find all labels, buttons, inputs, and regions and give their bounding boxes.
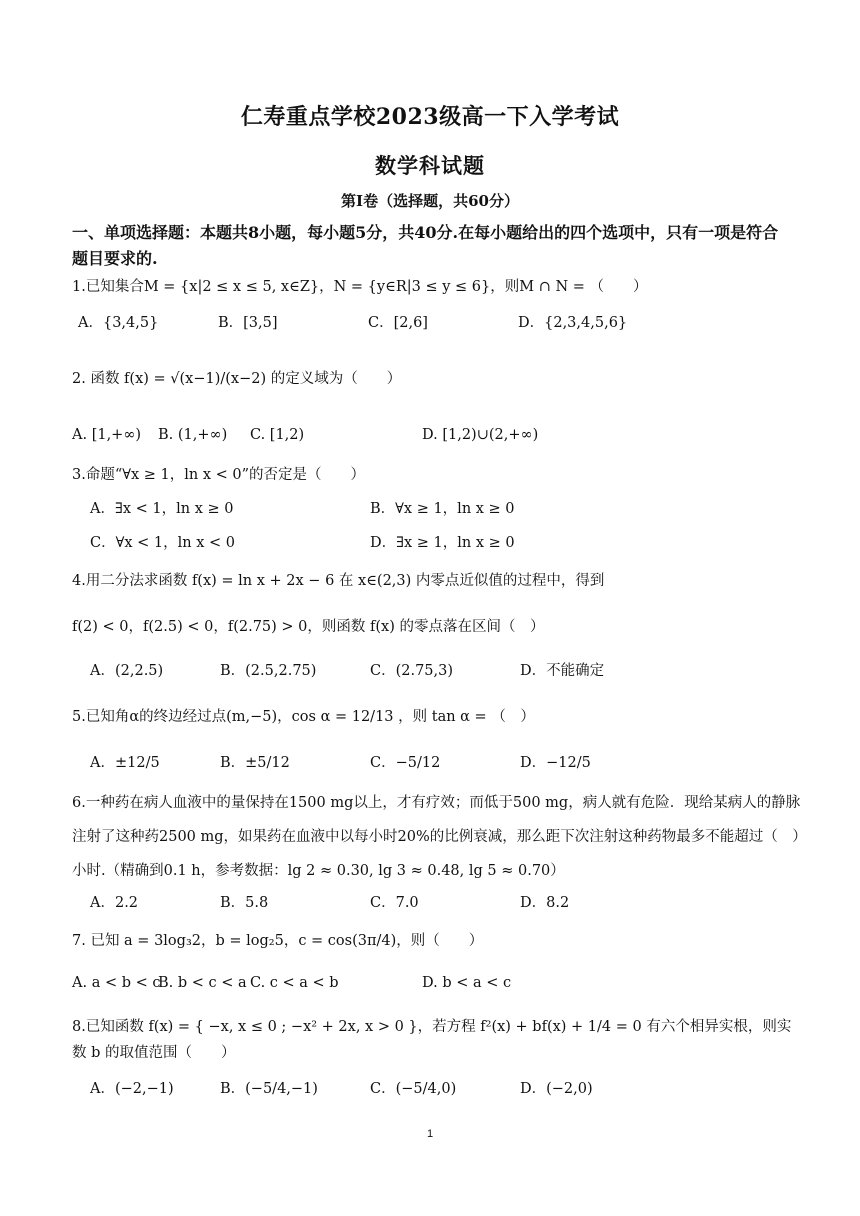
question-8-option-c: C．(−5/4,0) bbox=[370, 1081, 457, 1097]
question-8-option-a: A．(−2,−1) bbox=[90, 1081, 174, 1097]
exam-title: 仁寿重点学校2023级高一下入学考试 bbox=[240, 104, 620, 130]
question-1-option-b: B．[3,5] bbox=[218, 315, 278, 331]
question-2-option-d: D. [1,2)∪(2,+∞) bbox=[422, 427, 539, 443]
question-2-option-b: B. (1,+∞) bbox=[158, 427, 228, 443]
question-1-option-a: A．{3,4,5} bbox=[78, 315, 159, 331]
question-6-stem: 6.一种药在病人血液中的量保持在1500 mg以上，才有疗效；而低于500 mg，病人就有危险．现给某病人的静脉注射了这种药2500 mg，如果药在血液中以每小时20%的比例衰减，那么距下次注射这种药物最多不能超过（ ）小时.（精确到0.1 h，参考数据：lg 2 ≈ 0.30, lg 3 ≈ 0.48, lg 5 ≈ 0.70） bbox=[72, 795, 801, 879]
question-8-option-d: D．(−2,0) bbox=[520, 1081, 593, 1097]
question-8-option-b: B．(−5/4,−1) bbox=[220, 1081, 318, 1097]
question-5-option-c: C．−5/12 bbox=[370, 755, 441, 771]
question-3-stem: 3.命题“∀x ≥ 1，ln x < 0”的否定是（ ） bbox=[72, 467, 366, 483]
question-3-option-b: B．∀x ≥ 1，ln x ≥ 0 bbox=[370, 501, 515, 517]
question-7-option-c: C. c < a < b bbox=[250, 975, 339, 991]
question-3-option-d: D．∃x ≥ 1，ln x ≥ 0 bbox=[370, 535, 515, 551]
page-number: 1 bbox=[426, 1128, 434, 1140]
question-4-option-a: A．(2,2.5) bbox=[90, 663, 164, 679]
question-7-option-d: D. b < a < c bbox=[422, 975, 512, 991]
question-1-option-c: C．[2,6] bbox=[368, 315, 428, 331]
question-3-option-c: C．∀x < 1，ln x < 0 bbox=[90, 535, 235, 551]
question-4-option-c: C．(2.75,3) bbox=[370, 663, 454, 679]
question-7-option-a: A. a < b < c bbox=[72, 975, 161, 991]
question-4-stem-continued: f(2) < 0，f(2.5) < 0，f(2.75) > 0，则函数 f(x) 的零点落在区间（ ） bbox=[72, 619, 545, 635]
question-1-option-d: D．{2,3,4,5,6} bbox=[518, 315, 628, 331]
question-5-stem: 5.已知角α的终边经过点(m,−5)，cos α = 12/13 ，则 tan α = （ ） bbox=[72, 709, 535, 725]
question-6-option-a: A．2.2 bbox=[90, 895, 139, 911]
question-6-option-d: D．8.2 bbox=[520, 895, 570, 911]
exam-subtitle: 数学科试题 bbox=[375, 153, 485, 178]
question-4-option-d: D．不能确定 bbox=[520, 663, 605, 679]
section-heading: 一、单项选择题：本题共8小题，每小题5分，共40分.在每小题给出的四个选项中，只有一项是符合题目要求的. bbox=[72, 223, 779, 268]
part-heading: 第Ⅰ卷（选择题，共60分） bbox=[341, 192, 519, 210]
question-3-option-a: A．∃x < 1，ln x ≥ 0 bbox=[90, 501, 234, 517]
question-4-option-b: B．(2.5,2.75) bbox=[220, 663, 317, 679]
question-5-option-a: A．±12/5 bbox=[90, 755, 160, 771]
question-6-option-c: C．7.0 bbox=[370, 895, 419, 911]
question-2-option-c: C. [1,2) bbox=[250, 427, 305, 443]
question-4-stem: 4.用二分法求函数 f(x) = ln x + 2x − 6 在 x∈(2,3) 内零点近似值的过程中，得到 bbox=[72, 573, 605, 589]
question-5-option-d: D．−12/5 bbox=[520, 755, 591, 771]
question-6-option-b: B．5.8 bbox=[220, 895, 269, 911]
question-2-stem: 2. 函数 f(x) = √(x−1)/(x−2) 的定义域为（ ） bbox=[72, 371, 402, 387]
question-7-stem: 7. 已知 a = 3log₃2，b = log₂5，c = cos(3π/4)，则（ ） bbox=[72, 933, 484, 949]
question-2-option-a: A. [1,+∞) bbox=[72, 427, 142, 443]
question-1-stem: 1.已知集合M = {x|2 ≤ x ≤ 5, x∈Z}，N = {y∈R|3 ≤ y ≤ 6}，则M ∩ N = （ ） bbox=[72, 279, 648, 295]
question-5-option-b: B．±5/12 bbox=[220, 755, 290, 771]
question-7-option-b: B. b < c < a bbox=[158, 975, 247, 991]
question-8-stem: 8.已知函数 f(x) = { −x, x ≤ 0 ; −x² + 2x, x > 0 }，若方程 f²(x) + bf(x) + 1/4 = 0 有六个相异实根，则实数 b 的取值范围（ ） bbox=[72, 1019, 792, 1061]
